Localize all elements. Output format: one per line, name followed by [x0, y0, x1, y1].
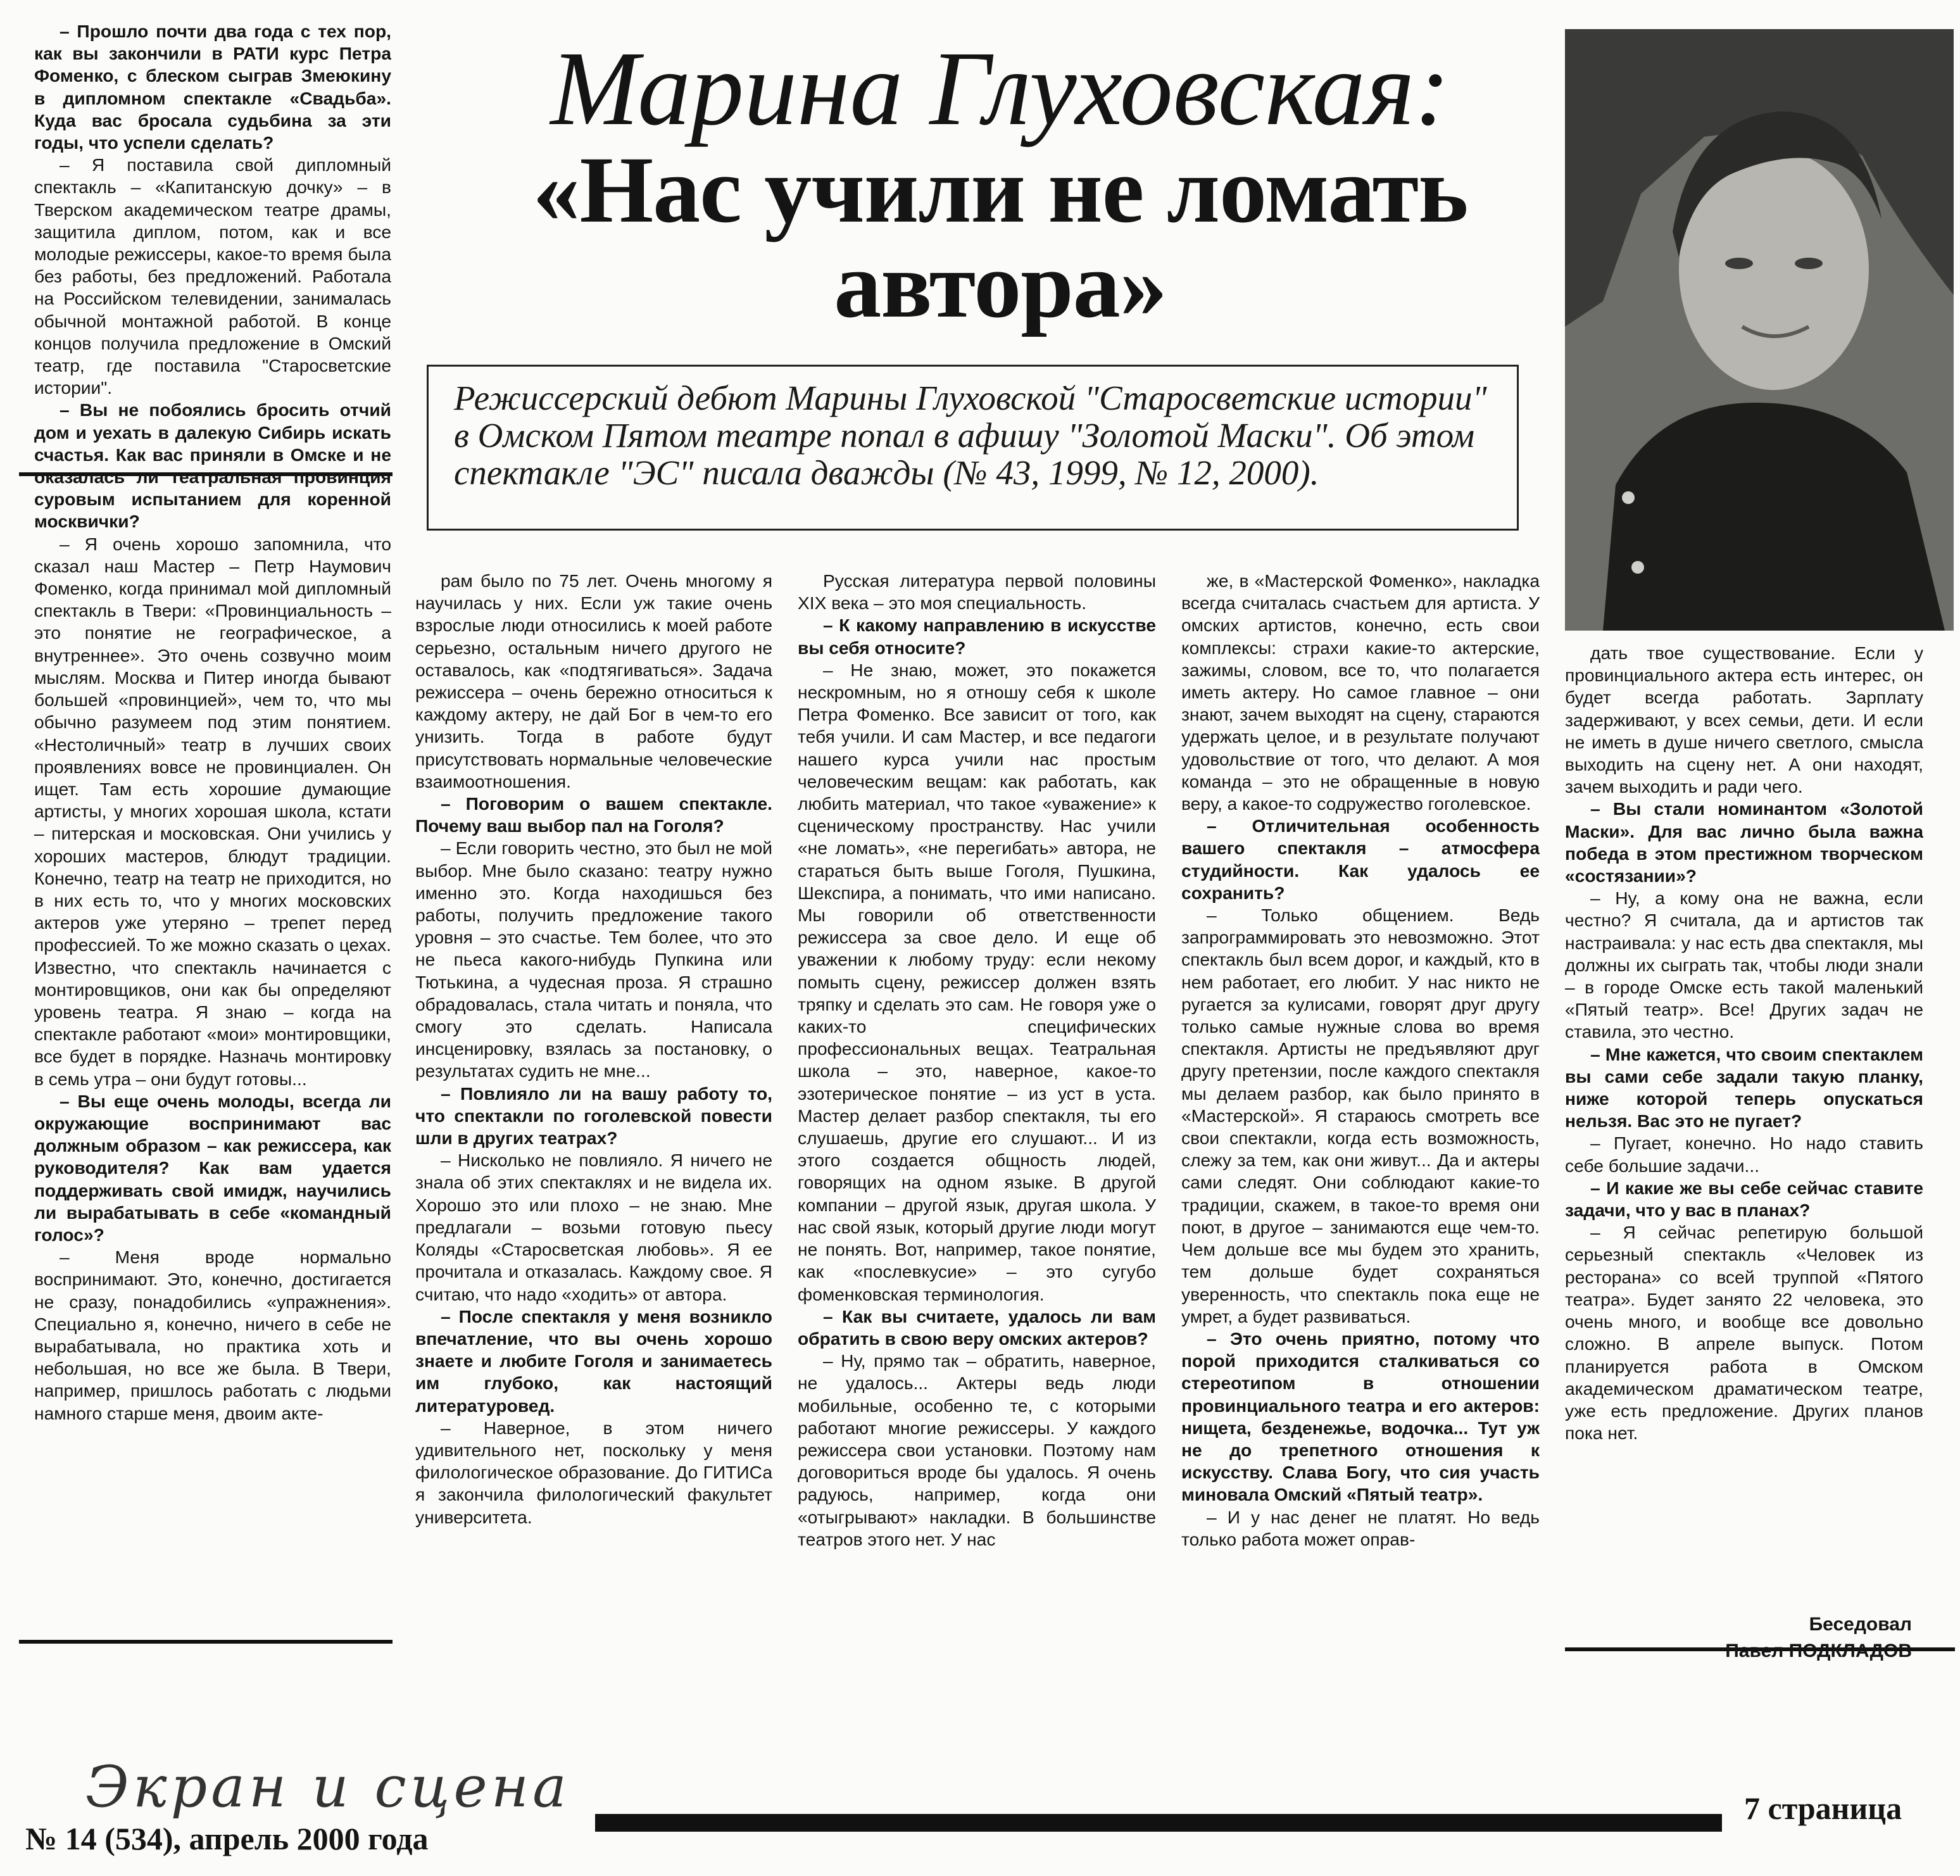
divider [19, 1640, 393, 1644]
paragraph: – Вы не побоялись бросить отчий дом и уехать в далекую Сибирь искать счастья. Как вас приняли в Омске и не оказалась ли театральная провинция суровым испытанием для коренной москвички? [34, 400, 391, 532]
lead-box: Режиссерский дебют Марины Глуховской "Старосветские истории" в Омском Пятом театре попал в афишу "Золотой Маски". Об этом спектакле "ЭС" писала дважды (№ 43, 1999, № 12, 2000). [427, 365, 1519, 531]
paragraph: – И у нас денег не платят. Но ведь только работа может оправ- [1181, 1506, 1540, 1549]
article-column-1 [34, 20, 391, 1639]
article-column-3 [798, 570, 1156, 1747]
signoff-label: Беседовал [1809, 1614, 1912, 1635]
paragraph: – Отличительная особенность вашего спектакля – атмосфера студийности. Как удалось ее сохранить? [1181, 815, 1540, 903]
handwritten-note: Экран и сцена [85, 1754, 570, 1820]
article-column-4 [1181, 570, 1540, 1747]
paragraph: – Ну, а кому она не важна, если честно? Я считала, да и артистов так настраивала: у нас есть два спектакля, мы должны их сыграть так, чтобы люди знали – в городе Омске есть такой маленький «Пятый театр». Все! Других задач не ставила, это честно. [1565, 888, 1923, 1042]
portrait-photo [1565, 29, 1954, 631]
paragraph: – Пугает, конечно. Но надо ставить себе большие задачи... [1565, 1133, 1923, 1176]
paragraph: – Не знаю, может, это покажется нескромным, но я отношу себя к школе Петра Фоменко. Все зависит от того, как тебя учили. И сам Мастер, и все педагоги нашего курса учили нас простым человеческим вещам: как работать, как любить материал, что такое «уважение» к сценическому пространству. Нас учили «не ломать», «не перегибать» автора, не стараться быть выше Гоголя, Пушкина, Шекспира, а понимать, что ими написано. Мы говорили об ответственности режиссера за свое дело. И еще об уважении к любому труду: если некому помыть сцену, режиссер должен взять тряпку и сделать это сам. Не говоря уже о каких-то специфических профессиональных вещах. Театральная школа – это, наверное, какое-то эзотерическое понятие – из уст в уста. Мастер делает разбор спектакля, ты его слушаешь, другие его слушают... И из этого создается общность людей, говорящих на одном языке. В другой компании – другой язык, другая школа. У нас свой язык, который другие люди могут не понять. Вот, например, такое понятие, как «послевкусие» – это сугубо фоменковская терминология. [798, 659, 1156, 1304]
paragraph: – Поговорим о вашем спектакле. Почему ваш выбор пал на Гоголя? [415, 793, 772, 836]
signoff [1570, 1611, 1912, 1665]
paragraph: – Я поставила свой дипломный спектакль – «Капитанскую дочку» – в Тверском академическом театре драмы, защитила диплом, потом, как и все молодые режиссеры, какое-то время была без работы, без предложений. Работала на Российском телевидении, занималась обычной монтажной работой. В конце концов получила предложение в Омский театр, где поставила "Старосветские истории". [34, 154, 391, 398]
footer-rule [595, 1814, 1722, 1832]
paragraph: – Прошло почти два года с тех пор, как вы закончили в РАТИ курс Петра Фоменко, с блеском сыграв Змеюкину в дипломном спектакле «Свадьба». Куда вас бросала судьбина за эти годы, что успели сделать? [34, 21, 391, 153]
paragraph: – Я сейчас репетирую большой серьезный спектакль «Человек из ресторана» со всей труппой «Пятого театра». Будет занято 22 человека, это очень много, и вообще все довольно сложно. В апреле выпуск. Потом планируется работа в Омском академическом драматическом театре, уже есть предложение. Других планов пока нет. [1565, 1222, 1923, 1444]
article-column-2 [415, 570, 772, 1747]
issue-number: № 14 (534), апрель 2000 года [25, 1821, 429, 1856]
paragraph: Русская литература первой половины XIX века – это моя специальность. [798, 570, 1156, 614]
paragraph: – Ну, прямо так – обратить, наверное, не удалось... Актеры ведь люди мобильные, особенно те, с которыми работают многие режиссеры. У каждого режиссера свои установки. Поэтому нам договориться вроде бы удалось. Я очень радуюсь, например, когда они «отыгрывают» накладки. В большинстве театров этого нет. У нас [798, 1350, 1156, 1549]
headline-quote: «Нас учили не ломать автора» [532, 137, 1468, 337]
paragraph: – К какому направлению в искусстве вы себя относите? [798, 615, 1156, 658]
paragraph: рам было по 75 лет. Очень многому я научилась у них. Если уж такие очень взрослые люди относились к моей работе серьезно, остальным ничего другого не оставалось, как «подтягиваться». Задача режиссера – очень бережно относиться к каждому актеру, не дай Бог в чем-то его унизить. Тогда в работе будут присутствовать нормальные человеческие взаимоотношения. [415, 570, 772, 791]
paragraph: – Если говорить честно, это был не мой выбор. Мне было сказано: театру нужно именно это. Когда находишься без работы, получить предложение такого уровня – это счастье. Тем более, что это не пьеса какого-нибудь Пупкина или Тютькина, а чудесная проза. Я страшно обрадовалась, стала читать и поняла, что смогу это сделать. Написала инсценировку, взялась за постановку, о результатах судить не мне... [415, 838, 772, 1081]
page-number: 7 страница [1744, 1791, 1902, 1826]
paragraph: – Меня вроде нормально воспринимают. Это, конечно, достигается не сразу, понадобились «упражнения». Специально я, конечно, ничего в себе не вырабатывала, но практика хоть и небольшая, но все же была. В Твери, например, пришлось работать с людьми намного старше меня, двоим акте- [34, 1247, 391, 1423]
paragraph: – И какие же вы себе сейчас ставите задачи, что у вас в планах? [1565, 1177, 1923, 1221]
signoff-author: Павел ПОДКЛАДОВ [1725, 1640, 1912, 1661]
paragraph: – Вы еще очень молоды, всегда ли окружающие воспринимают вас должным образом – как режиссера, как руководителя? Как вам удается поддерживать свой имидж, научились ли вырабатывать в себе «командный голос»? [34, 1090, 391, 1245]
paragraph: – Это очень приятно, потому что порой приходится сталкиваться со стереотипом в отношении провинциального театра и его актеров: нищета, безденежье, водочка... Тут уж не до трепетного отношения к искусству. Слава Богу, что сия участь миновала Омский «Пятый театр». [1181, 1328, 1540, 1505]
paragraph: же, в «Мастерской Фоменко», накладка всегда считалась счастьем для артиста. У омских артистов, конечно, есть свои комплексы: страхи какие-то актерские, зажимы, словом, все то, что полагается иметь актеру. Но самое главное – они знают, зачем выходят на сцену, стараются удержать целое, и в результате получают удовольствие от того, что делают. А моя команда – это не обращенные в новую веру, а какое-то содружество гоголевское. [1181, 570, 1540, 814]
article-column-5 [1565, 642, 1923, 1604]
headline-name: Марина Глуховская: [550, 30, 1450, 148]
paragraph: – После спектакля у меня возникло впечатление, что вы очень хорошо знаете и любите Гоголя и занимаетесь им глубоко, как настоящий литературовед. [415, 1306, 772, 1416]
paragraph: дать твое существование. Если у провинциального актера есть интерес, он будет всегда работать. Зарплату задерживают, у всех семьи, дети. И если не иметь в душе ничего светлого, смысла выходить на сцену нет. А они находят, зачем выходить и ради чего. [1565, 643, 1923, 797]
paragraph: – Вы стали номинантом «Золотой Маски». Для вас лично была важна победа в этом престижном творческом «состязании»? [1565, 798, 1923, 886]
portrait-illustration [1565, 29, 1954, 631]
paragraph: – Нисколько не повлияло. Я ничего не знала об этих спектаклях и не видела их. Хорошо это или плохо – не знаю. Мне предлагали – возьми готовую пьесу Коляды «Старосветская любовь». Я ее прочитала и отказалась. Каждому свое. Я считаю, что надо «ходить» от автора. [415, 1150, 772, 1304]
paragraph: – Только общением. Ведь запрограммировать это невозможно. Этот спектакль был всем дорог, и каждый, кто в нем работает, его любит. У нас никто не ругается за кулисами, говорят друг другу только самые нужные слова во время спектакля. Артисты не предъявляют друг другу претензии, после каждого спектакля мы делаем разбор, как было принято в «Мастерской». Я стараюсь смотреть все свои спектакли, когда есть возможность, слежу за тем, как они живут... Да и актеры сами следят. Они соблюдают какие-то традиции, скажем, в такое-то время они поют, в другое – занимаются еще чем-то. Чем дольше все мы будем это хранить, тем дольше будет сохраняться уверенность, что спектакль пока еще не умрет, а будет развиваться. [1181, 905, 1540, 1326]
paragraph: – Я очень хорошо запомнила, что сказал наш Мастер – Петр Наумович Фоменко, когда принимал мой дипломный спектакль в Твери: «Провинциальность – это понятие не географическое, а внутреннее». Это очень созвучно моим мыслям. Москва и Питер иногда бывают большей «провинцией», чем то, что мы обычно разумеем под этим понятием. «Нестоличный» театр в лучших своих проявлениях вовсе не провинциален. Он ищет. Там есть хорошие думающие артисты, у многих хорошая школа, кстати – питерская и московская. Они учились у хороших мастеров, блюдут традиции. Конечно, театр на театр не приходится, но в них есть то, что у многих московских актеров уже утеряно – трепет перед профессией. То же можно сказать о цехах. Известно, что спектакль начинается с монтировщиков, они как бы определяют уровень театра. Я знаю – когда на спектакле работают «мои» монтировщики, все будет в порядке. Назначь монтировку в семь утра – они будут готовы... [34, 533, 391, 1089]
paragraph: – Мне кажется, что своим спектаклем вы сами себе задали такую планку, ниже которой теперь опускаться нельзя. Вас это не пугает? [1565, 1043, 1923, 1131]
headline [405, 30, 1595, 337]
paragraph: – Как вы считаете, удалось ли вам обратить в свою веру омских актеров? [798, 1306, 1156, 1349]
paragraph: – Наверное, в этом ничего удивительного нет, поскольку у меня филологическое образование. До ГИТИСа я закончила филологический факультет университета. [415, 1417, 772, 1527]
paragraph: – Повлияло ли на вашу работу то, что спектакли по гоголевской повести шли в других театрах? [415, 1083, 772, 1149]
